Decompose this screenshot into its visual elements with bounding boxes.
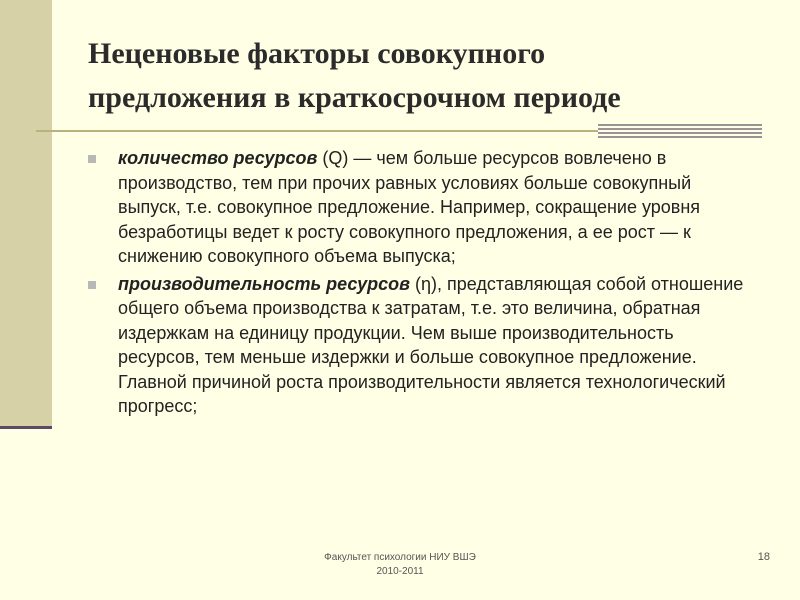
side-bar-accent-line — [0, 426, 52, 429]
bullet-text: (η), представляющая собой отношение общего объема производства к затратам, т.е. это величина, обратная издержкам на единицу продукции. Чем выше производительность ресурсов, тем меньше издержки и больше совокупное предложение. Главной причиной роста производительности является технологический прогресс; — [118, 273, 744, 416]
footer-line-2: 2010-2011 — [376, 566, 424, 577]
title-line-2: предложения в краткосрочном периоде — [88, 81, 621, 114]
title-line-1: Неценовые факторы совокупного — [88, 37, 546, 70]
square-bullet-icon — [88, 281, 96, 289]
bullet-term: количество ресурсов — [118, 148, 318, 168]
bullet-item-resource-quantity — [88, 146, 758, 269]
slide-footer — [300, 551, 500, 579]
decorative-side-bar — [0, 0, 52, 428]
square-bullet-icon — [88, 155, 96, 163]
bullet-item-resource-productivity — [88, 272, 758, 419]
bullet-list — [88, 146, 758, 422]
title-divider-stripes — [598, 124, 762, 140]
footer-line-1: Факультет психологии НИУ ВШЭ — [324, 552, 476, 563]
bullet-text: (Q) — чем больше ресурсов вовлечено в производство, тем при прочих равных условиях больше совокупный выпуск, т.е. совокупное предложение. Например, сокращение уровня безработицы ведет к росту совокупного предложения, а ее рост — к снижению совокупного объема выпуска; — [118, 148, 701, 266]
slide-title — [88, 32, 768, 120]
page-number: 18 — [757, 551, 770, 563]
bullet-term: производительность ресурсов — [118, 273, 411, 294]
